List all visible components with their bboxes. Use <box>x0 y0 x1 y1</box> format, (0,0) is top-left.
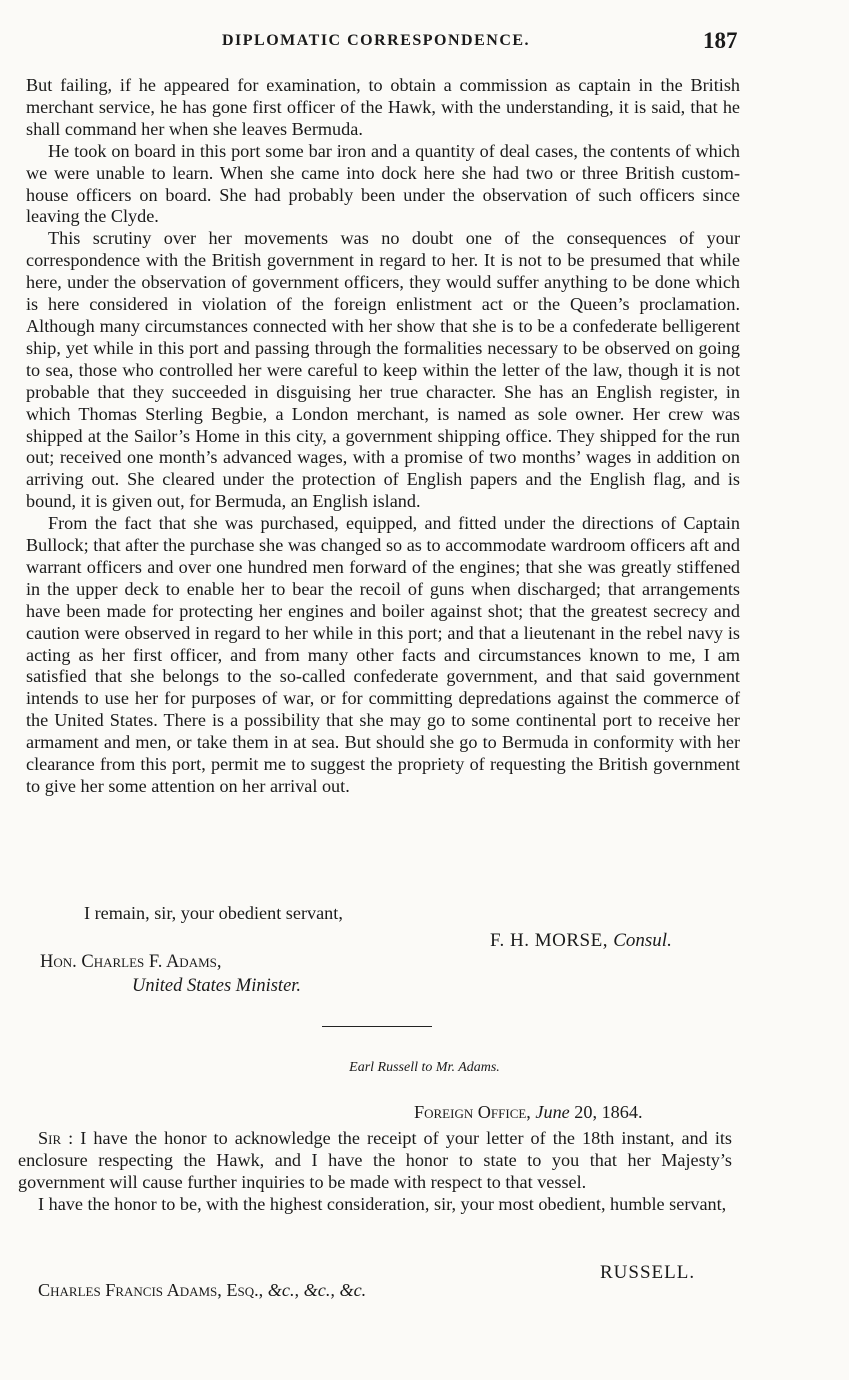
paragraph: From the fact that she was purchased, equipped, and fitted under the directions of Captain Bullock; that after the purchase she was changed so as to accommodate wardroom officers aft and warrant officers and over one hundred men forward of the engines; that she was greatly stiffened in the upper deck to enable her to bear the recoil of guns when discharged; that arrangements have been made for protecting her engines and boiler against shot; that the greatest secrecy and caution were observed in regard to her while in this port; and that a lieutenant in the rebel navy is acting as her first officer, and from many other facts and circumstances known to me, I am satisfied that she belongs to the so-called confederate government, and that said government intends to use her for purposes of war, or for committing depredations against the commerce of the United States. There is a possibility that she may go to some continental port to receive her armament and men, or take them in at sea. But should she go to Bermuda in conformity with her clearance from this port, permit me to suggest the propriety of requesting the British government to give her some attention on her arrival out. <box>26 513 740 796</box>
running-head <box>0 28 849 54</box>
addressee-role: United States Minister. <box>132 976 302 996</box>
paragraph: This scrutiny over her movements was no doubt one of the consequences of your correspondence with the British government in regard to her. It is not to be presumed that while here, under the observation of government officers, they would suffer anything to be done which is here considered in violation of the foreign enlistment act or the Queen’s proclamation. Although many circumstances connected with her show that she is to be a confederate belligerent ship, yet while in this port and passing through the formalities necessary to be observed on going to sea, those who controlled her were careful to keep within the letter of the law, though it is not probable that they succeeded in disguising her true character. She has an English register, in which Thomas Sterling Begbie, a London merchant, is named as sole owner. Her crew was shipped at the Sailor’s Home in this city, a government shipping office. They shipped for the run out; received one month’s advanced wages, with a promise of two months’ wages in addition on arriving out. She cleared under the protection of English papers and the English flag, and is bound, it is given out, for Bermuda, an English island. <box>26 228 740 512</box>
dateline-month: June <box>535 1102 570 1122</box>
addressee-name: Charles Francis Adams, Esq., <box>38 1280 264 1300</box>
running-title: DIPLOMATIC CORRESPONDENCE. <box>222 32 531 49</box>
signature-title: Consul. <box>613 930 672 951</box>
addressee-etc: &c., &c., &c. <box>267 1280 367 1300</box>
paragraph: He took on board in this port some bar iron and a quantity of deal cases, the contents of which we were unable to learn. When she came into dock here she had two or three British custom-house officers on board. She had probably been under the observation of such officers since leaving the Clyde. <box>26 140 740 227</box>
signature-name: F. H. MORSE, <box>490 930 608 951</box>
dateline-place: Foreign Office, <box>414 1102 531 1122</box>
dateline-date: 20, 1864. <box>574 1102 643 1122</box>
russell-letter-body <box>18 1128 732 1216</box>
consul-signature <box>490 930 672 952</box>
closing-line: I remain, sir, your obedient servant, <box>84 903 343 923</box>
paragraph <box>18 1128 732 1194</box>
dateline <box>414 1102 643 1123</box>
page-number: 187 <box>703 28 738 53</box>
letter-heading: Earl Russell to Mr. Adams. <box>349 1060 500 1075</box>
consul-letter-body <box>26 75 740 798</box>
russell-signature: RUSSELL. <box>600 1262 696 1283</box>
section-divider <box>322 1026 432 1027</box>
paragraph-text: I have the honor to acknowledge the receipt of your letter of the 18th instant, and its enclosure respecting the Hawk, and I have the honor to state to you that her Majesty’s government will cause further inquiries to be made with respect to that vessel. <box>18 1128 733 1192</box>
addressee-name: Hon. Charles F. Adams, <box>40 952 222 972</box>
salutation: Sir : <box>38 1128 74 1148</box>
addressee-block <box>40 950 301 998</box>
paragraph: But failing, if he appeared for examination, to obtain a commission as captain in the British merchant service, he has gone first officer of the Hawk, with the understanding, it is said, that he shall command her when she leaves Bermuda. <box>26 75 740 139</box>
addressee-block-2 <box>38 1280 366 1301</box>
paragraph: I have the honor to be, with the highest consideration, sir, your most obedient, humble servant, <box>38 1193 727 1214</box>
